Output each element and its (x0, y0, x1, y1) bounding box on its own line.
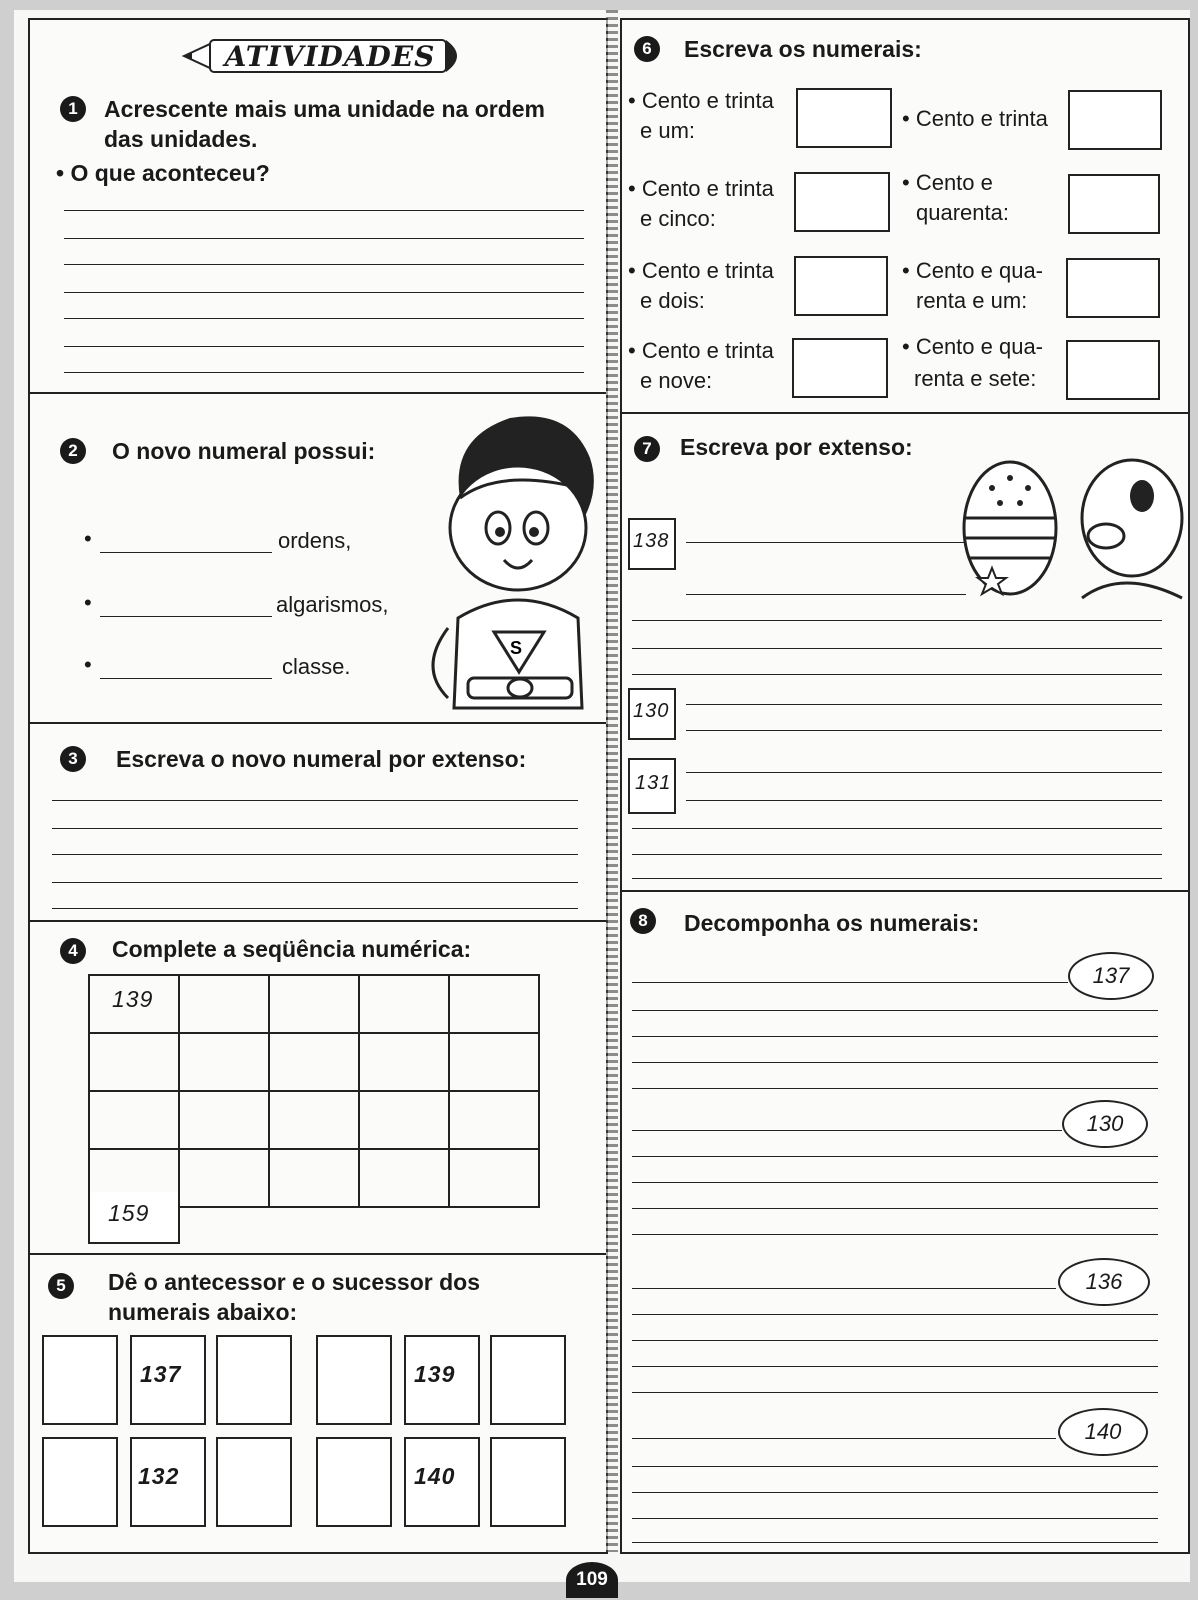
number-oval (1068, 952, 1154, 1000)
fill-in-blank[interactable] (100, 552, 272, 553)
grid-cell[interactable] (359, 1033, 449, 1091)
answer-line[interactable] (632, 828, 1162, 829)
answer-line[interactable] (64, 210, 584, 211)
oval-value: 130 (1086, 1111, 1124, 1136)
grid-cell[interactable] (269, 975, 359, 1033)
answer-line[interactable] (52, 882, 578, 883)
number-label-box (628, 758, 676, 814)
bullet-icon: • (84, 590, 92, 615)
question-3-title: Escreva o novo numeral por extenso: (116, 746, 527, 772)
grid-cell[interactable] (449, 1091, 539, 1149)
answer-line[interactable] (632, 648, 1162, 649)
numeral-item-label: quarenta: (916, 200, 1009, 225)
question-2-number: 2 (60, 438, 86, 464)
grid-cell[interactable] (269, 1091, 359, 1149)
number-value: 132 (138, 1463, 180, 1489)
numeral-item-label: • Cento e qua- (902, 258, 1044, 283)
question-5-title-line1: Dê o antecessor e o sucessor dos (108, 1269, 480, 1295)
numeral-item-label: e cinco: (640, 206, 716, 231)
answer-line[interactable] (632, 982, 1068, 983)
predecessor-box[interactable] (42, 1335, 118, 1425)
section-5 (30, 1253, 606, 1558)
answer-line[interactable] (52, 800, 578, 801)
answer-line[interactable] (632, 1036, 1158, 1037)
question-1-title-line2: das unidades. (104, 126, 258, 152)
numeral-answer-box[interactable] (792, 338, 888, 398)
grid-cell-end (88, 1192, 180, 1244)
numeral-answer-box[interactable] (794, 172, 890, 232)
left-column (28, 18, 608, 1554)
number-label-box (628, 518, 676, 570)
numeral-item-label: • Cento e trinta (628, 176, 774, 201)
item-algarismos: algarismos, (276, 592, 389, 617)
grid-cell[interactable] (449, 1033, 539, 1091)
grid-cell (89, 975, 179, 1033)
answer-line[interactable] (632, 674, 1162, 675)
answer-line[interactable] (632, 1518, 1158, 1519)
number-value: 139 (414, 1361, 456, 1387)
numeral-item-label: e dois: (640, 288, 705, 313)
numeral-item-label: e nove: (640, 368, 713, 393)
successor-box[interactable] (216, 1437, 292, 1527)
question-7-title: Escreva por extenso: (680, 434, 913, 460)
page-number: 109 (576, 1569, 608, 1590)
answer-line[interactable] (632, 1130, 1062, 1131)
sequence-grid (88, 974, 540, 1208)
section-7 (622, 412, 1188, 892)
answer-line[interactable] (686, 542, 966, 543)
answer-line[interactable] (632, 1182, 1158, 1183)
page-number-badge (566, 1562, 618, 1598)
answer-line[interactable] (52, 854, 578, 855)
successor-box[interactable] (216, 1335, 292, 1425)
number-oval (1058, 1408, 1148, 1456)
section-3 (30, 722, 606, 922)
answer-line[interactable] (64, 346, 584, 347)
grid-cell[interactable] (179, 1091, 269, 1149)
number-label: 131 (635, 772, 672, 794)
answer-line[interactable] (632, 1156, 1158, 1157)
answer-line[interactable] (632, 1234, 1158, 1235)
number-oval (1062, 1100, 1148, 1148)
binding-spine (606, 10, 618, 1552)
oval-value: 137 (1092, 963, 1130, 988)
item-ordens: ordens, (278, 528, 352, 553)
number-value: 140 (414, 1463, 456, 1489)
number-label: 138 (633, 530, 670, 552)
grid-cell[interactable] (179, 1033, 269, 1091)
answer-line[interactable] (632, 1288, 1056, 1289)
bullet-icon: • (84, 526, 92, 551)
number-label-box (628, 688, 676, 740)
question-8-number: 8 (630, 908, 656, 934)
question-1-title-line1: Acrescente mais uma unidade na ordem (104, 96, 545, 122)
numeral-item-label: • Cento e (902, 170, 993, 195)
grid-cell[interactable] (179, 1149, 269, 1207)
answer-line[interactable] (686, 800, 1162, 801)
svg-text:S: S (510, 638, 523, 658)
answer-line[interactable] (632, 1366, 1158, 1367)
numeral-item-label: • Cento e qua- (902, 334, 1044, 359)
section-1 (30, 20, 606, 394)
answer-line[interactable] (632, 1466, 1158, 1467)
successor-box[interactable] (490, 1335, 566, 1425)
answer-line[interactable] (64, 318, 584, 319)
answer-line[interactable] (686, 772, 1162, 773)
answer-line[interactable] (632, 1010, 1158, 1011)
grid-cell[interactable] (359, 1149, 449, 1207)
answer-line[interactable] (686, 730, 1162, 731)
numeral-item-label: • Cento e trinta (628, 88, 774, 113)
answer-line[interactable] (52, 908, 578, 909)
answer-line[interactable] (64, 292, 584, 293)
fill-in-blank[interactable] (100, 616, 272, 617)
answer-line[interactable] (632, 1392, 1158, 1393)
answer-line[interactable] (632, 1438, 1056, 1439)
grid-cell[interactable] (449, 975, 539, 1033)
question-8-title: Decomponha os numerais: (684, 910, 980, 936)
question-6-number: 6 (634, 36, 660, 62)
numeral-answer-box[interactable] (794, 256, 888, 316)
predecessor-box[interactable] (316, 1335, 392, 1425)
number-oval (1058, 1258, 1150, 1306)
answer-line[interactable] (64, 372, 584, 373)
grid-value-end: 159 (108, 1200, 150, 1226)
numeral-answer-box[interactable] (1066, 258, 1160, 318)
answer-line[interactable] (64, 264, 584, 265)
number-box (130, 1335, 206, 1425)
answer-line[interactable] (632, 878, 1162, 879)
grid-cell[interactable] (269, 1033, 359, 1091)
number-box (404, 1335, 480, 1425)
numeral-answer-box[interactable] (1068, 174, 1160, 234)
answer-line[interactable] (686, 704, 1162, 705)
answer-line[interactable] (64, 238, 584, 239)
numeral-item-label: e um: (640, 118, 696, 143)
atividades-title: ATIVIDADES (224, 40, 436, 73)
numeral-answer-box[interactable] (1068, 90, 1162, 150)
question-1-number: 1 (60, 96, 86, 122)
answer-line[interactable] (632, 1542, 1158, 1543)
grid-cell[interactable] (179, 975, 269, 1033)
answer-line[interactable] (632, 1492, 1158, 1493)
easter-bunny-egg-illustration (962, 448, 1184, 600)
numeral-item-label: renta e sete: (914, 366, 1037, 391)
answer-line[interactable] (632, 1314, 1158, 1315)
predecessor-box[interactable] (316, 1437, 392, 1527)
answer-line[interactable] (632, 1062, 1158, 1063)
section-6 (622, 20, 1188, 414)
item-classe: classe. (282, 654, 351, 679)
grid-cell[interactable] (89, 1033, 179, 1091)
grid-cell[interactable] (449, 1149, 539, 1207)
question-4-title: Complete a seqüência numérica: (112, 936, 472, 962)
grid-cell[interactable] (359, 975, 449, 1033)
numeral-item-label: • Cento e trinta (628, 258, 774, 283)
answer-line[interactable] (686, 594, 966, 595)
answer-line[interactable] (52, 828, 578, 829)
answer-line[interactable] (632, 620, 1162, 621)
fill-in-blank[interactable] (100, 678, 272, 679)
section-4 (30, 920, 606, 1255)
grid-cell[interactable] (269, 1149, 359, 1207)
oval-value: 140 (1084, 1419, 1122, 1444)
numeral-answer-box[interactable] (1066, 340, 1160, 400)
number-box (404, 1437, 480, 1527)
answer-line[interactable] (632, 1088, 1158, 1089)
question-5-title-line2: numerais abaixo: (108, 1299, 298, 1325)
number-value: 137 (140, 1361, 182, 1387)
superhero-boy-illustration (408, 398, 604, 720)
answer-line[interactable] (632, 1340, 1158, 1341)
question-7-number: 7 (634, 436, 660, 462)
answer-line[interactable] (632, 1208, 1158, 1209)
number-label: 130 (633, 700, 670, 722)
oval-value: 136 (1085, 1269, 1123, 1294)
numeral-item-label: renta e um: (916, 288, 1028, 313)
answer-line[interactable] (632, 854, 1162, 855)
numeral-answer-box[interactable] (796, 88, 892, 148)
grid-cell[interactable] (89, 1091, 179, 1149)
question-5-number: 5 (48, 1273, 74, 1299)
grid-value-start: 139 (112, 986, 154, 1012)
right-column (620, 18, 1190, 1554)
predecessor-box[interactable] (42, 1437, 118, 1527)
atividades-banner (180, 32, 470, 80)
question-3-number: 3 (60, 746, 86, 772)
section-2 (30, 392, 606, 724)
grid-cell[interactable] (359, 1091, 449, 1149)
number-box (130, 1437, 206, 1527)
numeral-item-label: • Cento e trinta (902, 106, 1048, 131)
numeral-item-label: • Cento e trinta (628, 338, 774, 363)
question-6-title: Escreva os numerais: (684, 36, 922, 62)
question-4-number: 4 (60, 938, 86, 964)
worksheet-page (14, 10, 1190, 1582)
question-2-title: O novo numeral possui: (112, 438, 376, 464)
question-1-question: • O que aconteceu? (56, 160, 270, 186)
successor-box[interactable] (490, 1437, 566, 1527)
bullet-icon: • (84, 652, 92, 677)
section-8 (622, 890, 1188, 1558)
